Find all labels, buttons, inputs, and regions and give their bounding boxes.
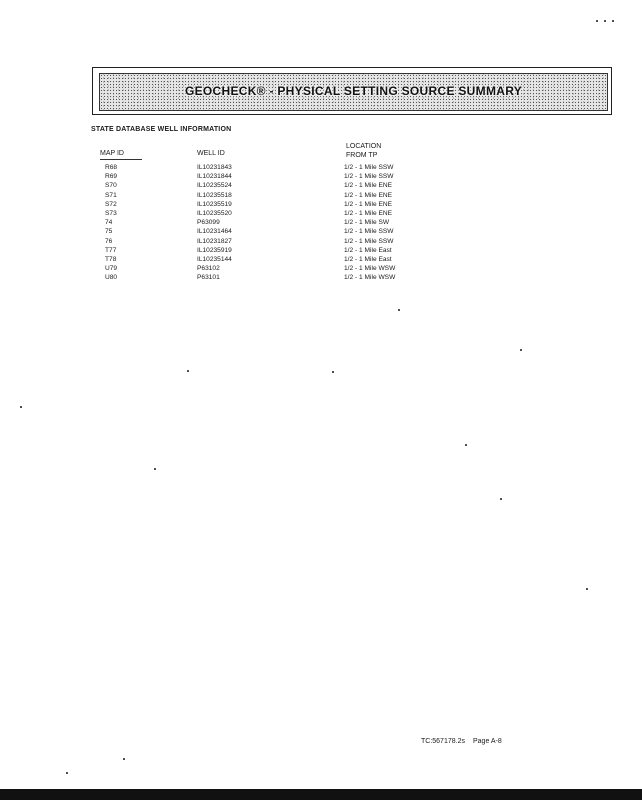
footer-page-number: Page A-8 (472, 738, 502, 745)
well-id-cell: IL10231464 (197, 228, 232, 236)
well-id-cell: P63101 (197, 274, 220, 282)
map-id-cell: S73 (105, 210, 117, 217)
well-id-cell: P63102 (197, 265, 220, 273)
map-id-cell: 74 (105, 219, 113, 227)
scan-bottom-edge (0, 789, 642, 800)
scan-speck (187, 370, 189, 372)
location-cell: 1/2 - 1 Mile SSW (344, 164, 394, 171)
column-header-location: LOCATION (346, 143, 382, 150)
well-id-cell: IL10231843 (197, 164, 232, 171)
location-cell: 1/2 - 1 Mile SSW (344, 237, 394, 245)
well-id-cell: IL10235524 (197, 182, 232, 190)
map-id-cell: S71 (105, 191, 117, 199)
page-footer (421, 738, 502, 745)
map-id-cell: 76 (105, 237, 113, 245)
location-cell: 1/2 - 1 Mile SW (344, 219, 390, 227)
well-id-cell: IL10235519 (197, 200, 232, 208)
location-cell: 1/2 - 1 Mile SSW (344, 173, 394, 181)
scan-speck (500, 498, 502, 500)
well-id-cell: IL10235520 (197, 210, 232, 217)
location-cell: 1/2 - 1 Mile East (344, 256, 392, 263)
footer-tc-number: TC:567178.2s (421, 738, 465, 745)
map-id-cell: U80 (105, 274, 118, 282)
scan-speck (332, 371, 334, 373)
location-cell: 1/2 - 1 Mile ENE (344, 210, 393, 217)
location-cell: 1/2 - 1 Mile WSW (344, 265, 396, 273)
scan-speck (123, 758, 125, 760)
scan-speck (20, 406, 22, 408)
scan-speck (465, 444, 467, 446)
page-title: GEOCHECK® - PHYSICAL SETTING SOURCE SUMMARY (184, 84, 523, 98)
well-id-cell: P63099 (197, 219, 220, 227)
map-id-cell: U79 (105, 265, 118, 273)
well-id-cell: IL10235518 (197, 191, 232, 199)
map-id-cell: R69 (105, 173, 118, 181)
well-id-cell: IL10235144 (197, 256, 232, 263)
location-cell: 1/2 - 1 Mile East (344, 246, 392, 254)
scan-speck (398, 309, 400, 311)
scan-speck (66, 772, 68, 774)
column-header-map-id: MAP ID (100, 150, 124, 157)
scan-speck (586, 588, 588, 590)
scan-speck (612, 20, 614, 22)
map-id-cell: S72 (105, 200, 117, 208)
column-header-from-tp: FROM TP (346, 152, 378, 159)
map-id-cell: T78 (105, 256, 117, 263)
map-id-cell: S70 (105, 182, 117, 190)
column-header-well-id: WELL ID (197, 150, 225, 157)
well-id-cell: IL10231844 (197, 173, 232, 181)
section-title: STATE DATABASE WELL INFORMATION (91, 126, 232, 133)
scan-speck (154, 468, 156, 470)
location-cell: 1/2 - 1 Mile ENE (344, 191, 393, 199)
map-id-cell: T77 (105, 246, 117, 254)
location-cell: 1/2 - 1 Mile ENE (344, 200, 393, 208)
location-cell: 1/2 - 1 Mile SSW (344, 228, 394, 236)
scan-speck (604, 20, 606, 22)
location-cell: 1/2 - 1 Mile WSW (344, 274, 396, 282)
well-id-cell: IL10235919 (197, 246, 232, 254)
map-id-cell: 75 (105, 228, 113, 236)
map-id-cell: R68 (105, 164, 118, 171)
well-id-cell: IL10231827 (197, 237, 232, 245)
location-cell: 1/2 - 1 Mile ENE (344, 182, 393, 190)
scan-speck (596, 20, 598, 22)
header-underline (100, 159, 142, 160)
scan-speck (520, 349, 522, 351)
